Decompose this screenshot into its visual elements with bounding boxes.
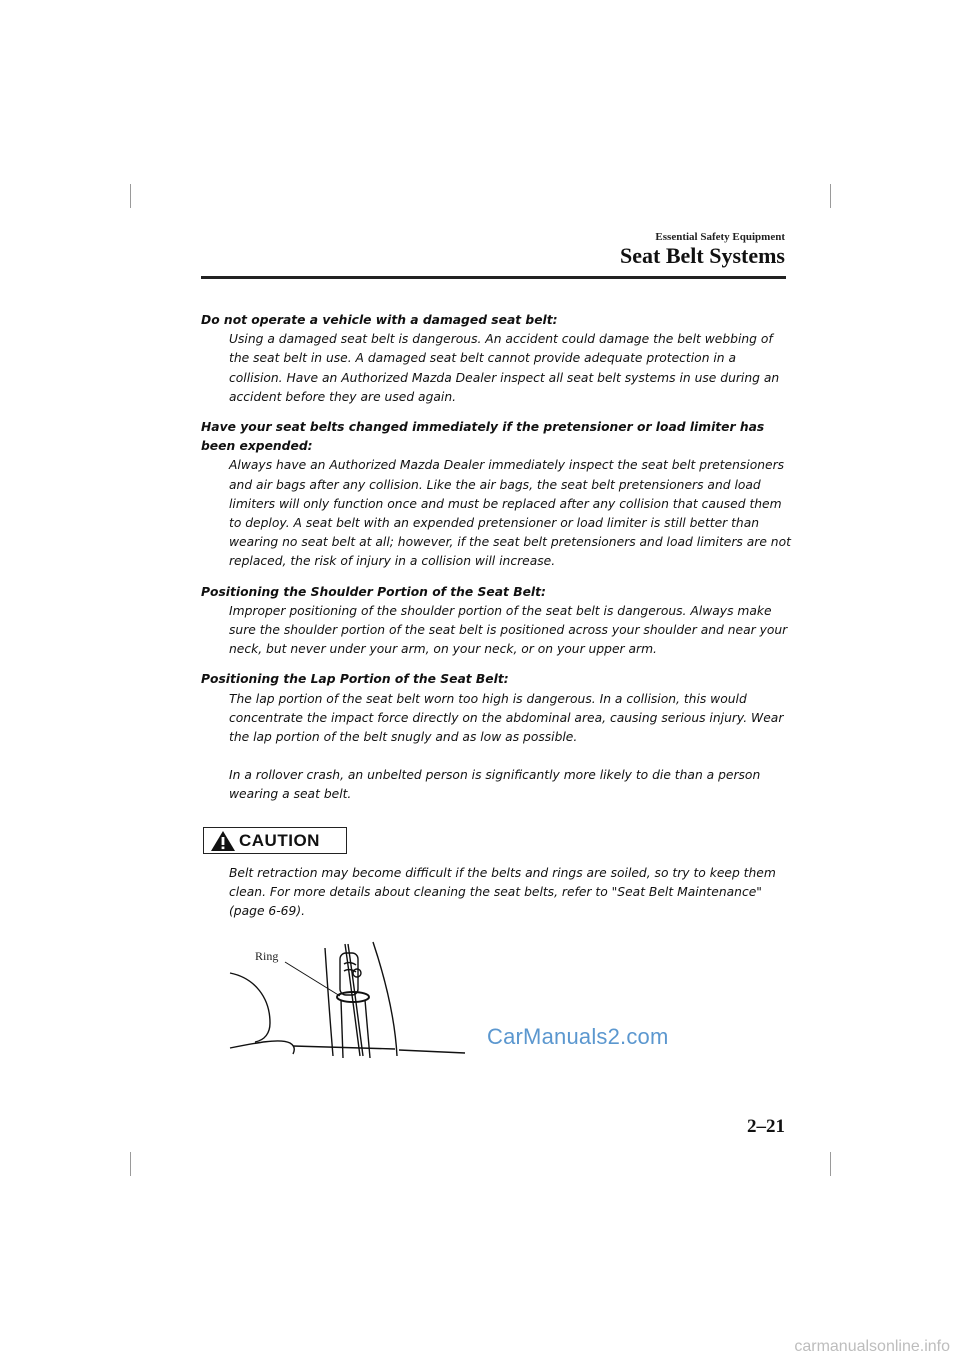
- warning-item: [201, 670, 791, 804]
- caution-text: Belt retraction may become difficult if the belts and rings are soiled, so try to keep them clean. For more details about cleaning the seat belts, refer to "Seat Belt Maintenance" (page 6-69).: [229, 866, 776, 919]
- ring-callout-label: Ring: [255, 949, 279, 963]
- warning-heading: Have your seat belts changed immediately if the pretensioner or load limiter has been expended:: [201, 420, 765, 454]
- caution-label: CAUTION: [239, 830, 320, 850]
- crop-mark: [830, 184, 831, 208]
- warning-item: [201, 418, 791, 572]
- warning-item: [201, 583, 791, 660]
- warning-heading: Do not operate a vehicle with a damaged seat belt:: [201, 313, 558, 327]
- caution-banner: [203, 827, 347, 854]
- warning-body: Using a damaged seat belt is dangerous. An accident could damage the belt webbing of the seat belt in use. A damaged seat belt cannot provide adequate protection in a collision. Have an Authorized Mazda Dealer inspect all seat belt systems in use during an accident before they are used again.: [229, 332, 780, 404]
- warning-body: The lap portion of the seat belt worn too high is dangerous. In a collision, this would concentrate the impact force directly on the abdominal area, causing serious injury. Wear the lap portion of the belt snugly and as low as possible.: [229, 691, 784, 745]
- warning-item: [201, 311, 791, 407]
- crop-mark: [130, 184, 131, 208]
- warning-note: In a rollover crash, an unbelted person is significantly more likely to die than a person wearing a seat belt.: [229, 768, 761, 802]
- warning-heading: Positioning the Shoulder Portion of the Seat Belt:: [201, 584, 546, 599]
- page-title: Seat Belt Systems: [620, 243, 785, 268]
- crop-mark: [830, 1152, 831, 1176]
- warning-body: Always have an Authorized Mazda Dealer immediately inspect the seat belt pretensioners and air bags after any collision. Like the air bags, the seat belt pretensioners and load limiters will only function once and must be replaced after any collision that caused them to deploy. A seat belt with an expended pretensioner or load limiter is still better than wearing no seat belt at all; however, if the seat belt pretensioners and load limiters are not replaced, the risk of injury in a collision will increase.: [229, 458, 791, 569]
- warning-heading: Positioning the Lap Portion of the Seat Belt:: [201, 672, 509, 687]
- warning-triangle-icon: [210, 830, 236, 852]
- warning-list: [201, 311, 791, 816]
- crop-mark: [130, 1152, 131, 1176]
- footer-source: carmanualsonline.info: [794, 1338, 950, 1355]
- page-number: 2–21: [747, 1116, 785, 1137]
- section-kicker: Essential Safety Equipment: [655, 231, 785, 243]
- warning-body: Improper positioning of the shoulder portion of the seat belt is dangerous. Always make sure the shoulder portion of the seat belt is positioned across your shoulder and near your neck, but never under your arm, on your neck, or on your upper arm.: [229, 603, 788, 657]
- watermark: CarManuals2.com: [487, 1024, 669, 1049]
- header-rule: [201, 276, 786, 279]
